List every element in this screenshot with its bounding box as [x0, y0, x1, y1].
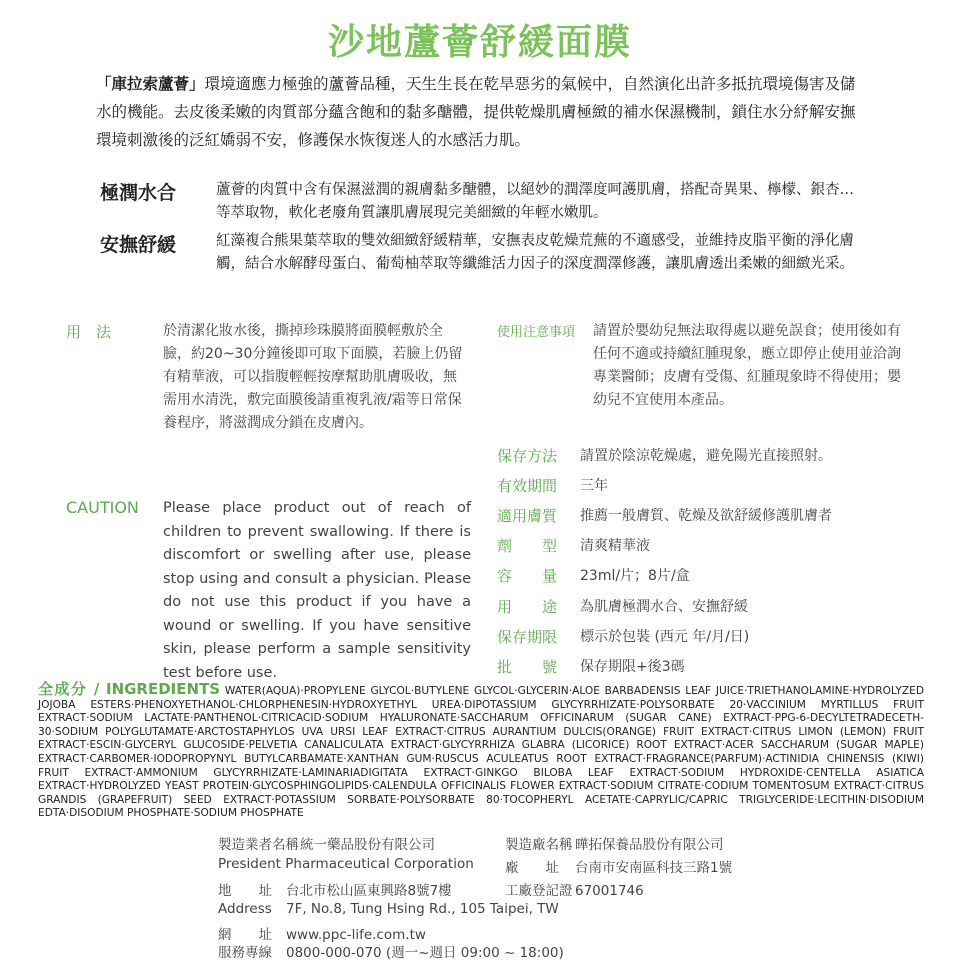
factory-address-label: 廠 址 [505, 860, 559, 876]
spec-label: 容 量 [497, 567, 558, 585]
spec-row-expiry [497, 626, 937, 652]
usage-text: 於清潔化妝水後，撕掉珍珠膜將面膜輕敷於全臉，約20~30分鐘後即可取下面膜，若臉上仍留有精華液，可以指腹輕輕按摩幫助肌膚吸收，無需用水清洗，敷完面膜後請重複乳液/霜等日常保養程序，將滋潤成分鎖在皮膚內。 [163, 323, 463, 431]
feature-text-hydration: 蘆薈的肉質中含有保濕滋潤的親膚黏多醣體，以絕妙的潤澤度呵護肌膚，搭配奇異果、檸檬、銀杏…等萃取物，軟化老廢角質讓肌膚展現完美細緻的年輕水嫩肌。 [216, 182, 854, 221]
spec-row-batch [497, 656, 937, 682]
product-title: 沙地蘆薈舒緩面膜 [327, 22, 632, 63]
caution-label: CAUTION [66, 498, 139, 517]
spec-label: 批 號 [497, 658, 558, 676]
spec-value: 請置於陰涼乾燥處，避免陽光直接照射。 [580, 448, 832, 464]
spec-label: 保存方法 [497, 447, 558, 465]
spec-label: 保存期限 [497, 628, 558, 646]
feature-text-soothing: 紅藻複合熊果葉萃取的雙效細緻舒緩精華，安撫表皮乾燥荒蕪的不適感受，並維持皮脂平衡的淨化膚觸，結合水解酵母蛋白、葡萄柚萃取等纖維活力因子的深度潤澤修護，讓肌膚透出柔嫩的細緻光采。 [216, 233, 854, 272]
web-link[interactable]: www.ppc-life.com.tw [286, 927, 426, 943]
spec-value: 23ml/片；8片/盒 [580, 568, 690, 584]
notice-text: 請置於嬰幼兒無法取得處以避免誤食；使用後如有任何不適或持續紅腫現象，應立即停止使用並洽詢專業醫師；皮膚有受傷、紅腫現象時不得使用；嬰幼兒不宜使用本產品。 [593, 323, 901, 408]
spec-row-skin-type [497, 505, 937, 531]
registration-label: 工廠登記證 [505, 883, 573, 899]
registration-value: 67001746 [575, 883, 644, 899]
spec-label: 劑 型 [497, 537, 558, 555]
feature-label-soothing: 安撫舒緩 [100, 234, 177, 256]
address-label: 地 址 [218, 883, 272, 899]
ingredients-block [38, 680, 924, 821]
usage-label: 用 法 [66, 323, 112, 341]
address-row [218, 879, 452, 901]
spec-row-validity [497, 475, 937, 501]
hotline-value: 0800-000-070 (週一~週日 09:00 ~ 18:00) [286, 945, 564, 961]
hotline-label: 服務專線 [218, 945, 272, 961]
maker-en: President Pharmaceutical Corporation [218, 856, 474, 872]
ingredients-label: 全成分 / INGREDIENTS [38, 680, 221, 698]
spec-value: 推薦一般膚質、乾燥及欲舒緩修護肌膚者 [580, 508, 832, 524]
web-label: 網 址 [218, 927, 272, 943]
spec-label: 用 途 [497, 598, 558, 616]
factory-row [505, 833, 724, 855]
spec-row-storage [497, 445, 937, 471]
spec-value: 清爽精華液 [580, 538, 650, 554]
spec-value: 保存期限+後3碼 [580, 659, 685, 675]
feature-label-hydration: 極潤水合 [100, 182, 177, 204]
factory-value: 曄拓保養品股份有限公司 [575, 837, 724, 853]
address-en-row [218, 901, 559, 923]
maker-value: 統一藥品股份有限公司 [300, 837, 435, 853]
spec-label: 適用膚質 [497, 507, 558, 525]
spec-row-form [497, 535, 937, 561]
spec-value: 標示於包裝 (西元 年/月/日) [580, 629, 750, 645]
notice-label: 使用注意事項 [497, 325, 576, 340]
address-en-value: 7F, No.8, Tung Hsing Rd., 105 Taipei, TW [286, 901, 559, 917]
factory-address-value: 台南市安南區科技三路1號 [575, 860, 733, 876]
maker-en-row [218, 856, 474, 878]
registration-row [505, 879, 644, 901]
ingredients-text: WATER(AQUA)·PROPYLENE GLYCOL·BUTYLENE GLYCOL·GLYCERIN·ALOE BARBADENSIS LEAF JUICE·TRIETHANOLAMINE·HYDROLYZED JOJOBA ESTERS·PHENOXYETHANOL·CHLORPHENESIN·HYDROXYETHYL UREA·DIPOTASSIUM GLYCYRRHIZATE·POLYSORBATE 20·VACCINIUM MYRTILLUS FRUIT EXTRACT·SODIUM LACTATE·PANTHENOL·CITRICACID·SODIUM HYALURONATE·SACCHARUM OFFICINARUM (SUGAR CANE) EXTRACT·PPG-6-DECYLTETRADECETH-30·SODIUM POLYGLUTAMATE·ARCTOSTAPHYLOS UVA URSI LEAF EXTRACT·CITRUS AURANTIUM DULCIS(ORANGE) FRUIT EXTRACT·CITRUS LIMON (LEMON) FRUIT EXTRACT·ESCIN·GLYCERYL GLUCOSIDE·PELVETIA CANALICULATA EXTRACT·GLYCYRRHIZA GLABRA (LICORICE) ROOT EXTRACT·ACER SACCHARUM (SUGAR MAPLE) EXTRACT·CARBOMER·IODOPROPYNYL BUTYLCARBAMATE·XANTHAN GUM·RUSCUS ACULEATUS ROOT EXTRACT·FRAGRANCE(PARFUM)·ACTINIDIA CHINENSIS (KIWI) FRUIT EXTRACT·AMMONIUM GLYCYRRHIZATE·LAMINARIADIGITATA EXTRACT·GINKGO BILOBA LEAF EXTRACT·SODIUM HYDROXIDE·CENTELLA ASIATICA EXTRACT·HYDROLYZED YEAST PROTEIN·GLYCOSPHINGOLIPIDS·CALENDULA OFFICINALIS FLOWER EXTRACT·SODIUM CITRATE·CODIUM TOMENTOSUM EXTRACT·CITRUS GRANDIS (GRAPEFRUIT) SEED EXTRACT·POTASSIUM SORBATE·POLYSORBATE 80·TOCOPHERYL ACETATE·CAPRYLIC/CAPRIC TRIGLYCERIDE·LECITHIN·DISODIUM EDTA·DISODIUM PHOSPHATE·SODIUM PHOSPHATE [38, 685, 924, 820]
intro-brand: 「庫拉索蘆薈」 [96, 75, 205, 93]
intro-text: 環境適應力極強的蘆薈品種，天生生長在乾旱惡劣的氣候中，自然演化出許多抵抗環境傷害及儲水的機能。去皮後柔嫩的肉質部分蘊含飽和的黏多醣體，提供乾燥肌膚極緻的補水保濕機制，鎖住水分紓解安撫環境刺激後的泛紅嬌弱不安，修護保水恢復迷人的水感活力肌。 [96, 75, 856, 149]
spec-row-volume [497, 565, 937, 591]
factory-address-row [505, 856, 732, 878]
maker-label: 製造業者名稱 [218, 837, 299, 853]
factory-label: 製造廠名稱 [505, 837, 573, 853]
spec-value: 為肌膚極潤水合、安撫舒緩 [580, 599, 748, 615]
caution-text: Please place product out of reach of children to prevent swallowing. If there is discomfort or swelling after use, please stop using and consult a physician. Please do not use this product if you have a wound or swelling. If you have sensitive skin, please perform a sample sensitivity test before use. [163, 500, 471, 681]
spec-value: 三年 [580, 478, 608, 494]
spec-row-purpose [497, 596, 937, 622]
address-en-label: Address [218, 901, 272, 917]
spec-label: 有效期間 [497, 477, 558, 495]
address-value: 台北市松山區東興路8號7樓 [286, 883, 452, 899]
intro-paragraph [96, 70, 866, 154]
maker-row [218, 833, 435, 855]
